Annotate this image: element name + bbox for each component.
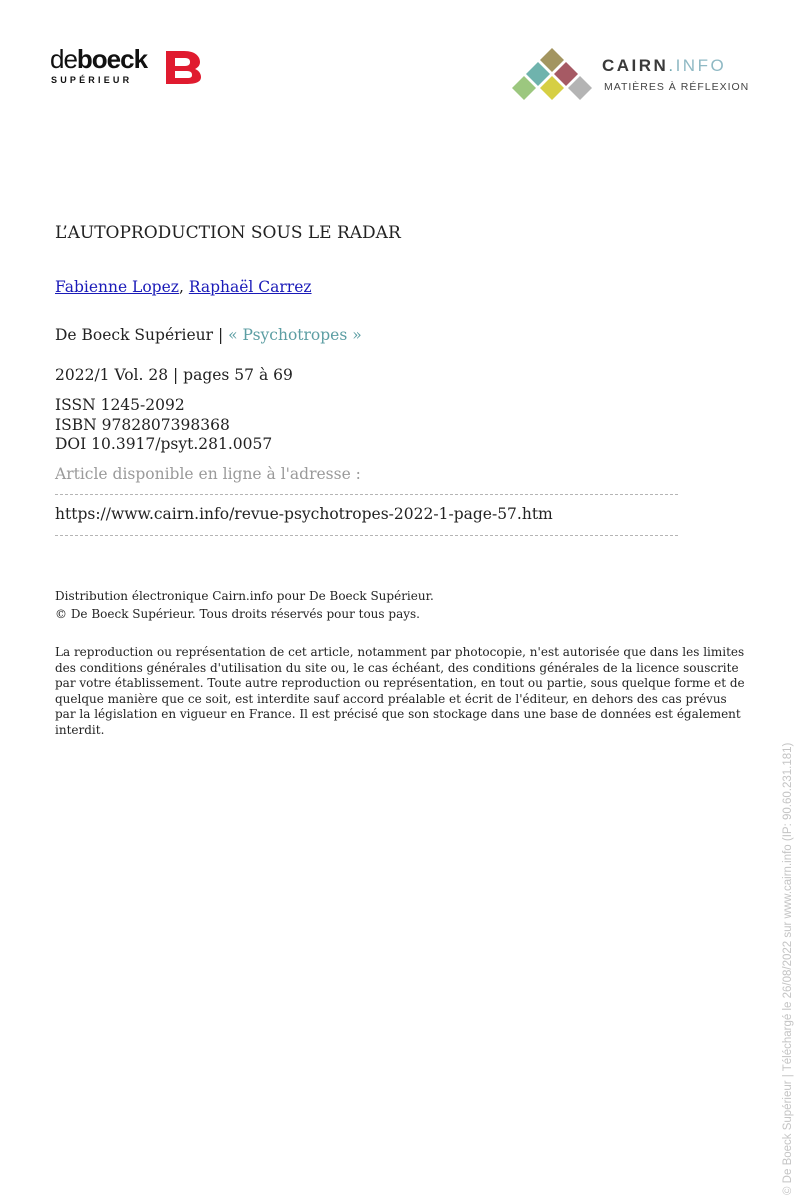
publisher-mark-icon [164,49,202,85]
issue-info: 2022/1 Vol. 28 | pages 57 à 69 [55,366,293,384]
download-watermark: © De Boeck Supérieur | Téléchargé le 26/08/2022 sur www.cairn.info (IP: 90.60.231.181) [782,742,794,1195]
journal-name-link[interactable]: « Psychotropes » [228,326,362,344]
article-url[interactable]: https://www.cairn.info/revue-psychotropes-2022-1-page-57.htm [55,505,553,523]
dashed-divider [55,535,678,536]
cairn-name-dot: . [668,56,676,75]
publisher-logo [50,44,210,88]
dashed-divider [55,494,678,495]
cairn-name-suffix: INFO [675,56,727,75]
publisher-name: De Boeck Supérieur [55,326,214,344]
publisher-wordmark-light: de [50,44,77,74]
copyright-line: © De Boeck Supérieur. Tous droits réservés pour tous pays. [55,607,420,621]
publisher-wordmark-bold: boeck [76,44,148,74]
publisher-wordmark [50,44,147,74]
cairn-tagline: MATIÈRES À RÉFLEXION [604,81,750,93]
author-list [55,278,312,296]
distribution-line: Distribution électronique Cairn.info pour De Boeck Supérieur. [55,589,434,603]
issn: ISSN 1245-2092 [55,396,185,414]
article-title: L’AUTOPRODUCTION SOUS LE RADAR [55,223,401,243]
cairn-diamond-mark-icon [508,44,598,104]
author-link[interactable]: Fabienne Lopez [55,278,179,296]
cairn-logo [508,44,768,104]
doi: DOI 10.3917/psyt.281.0057 [55,435,273,453]
journal-line [55,326,362,344]
distribution-notice [55,587,434,623]
isbn: ISBN 9782807398368 [55,415,230,434]
author-separator: , [178,278,189,296]
identifiers [55,396,272,455]
available-online-label: Article disponible en ligne à l'adresse : [55,465,361,483]
publisher-subtitle: SUPÉRIEUR [51,75,133,85]
cairn-name-bold: CAIRN [602,56,669,75]
journal-separator: | [213,326,229,344]
legal-notice: La reproduction ou représentation de cet article, notamment par photocopie, n'est autorisée que dans les limites des conditions générales d'utilisation du site ou, le cas échéant, des conditions générales de la licence souscrite par votre établissement. Toute autre reproduction ou représentation, en tout ou partie, sous quelque forme et de quelque manière que ce soit, est interdite sauf accord préalable et écrit de l'éditeur, en dehors des cas prévus par la législation en vigueur en France. Il est précisé que son stockage dans une base de données est également interdit. [55,645,745,737]
cairn-name [602,56,726,76]
author-link[interactable]: Raphaël Carrez [188,278,312,296]
